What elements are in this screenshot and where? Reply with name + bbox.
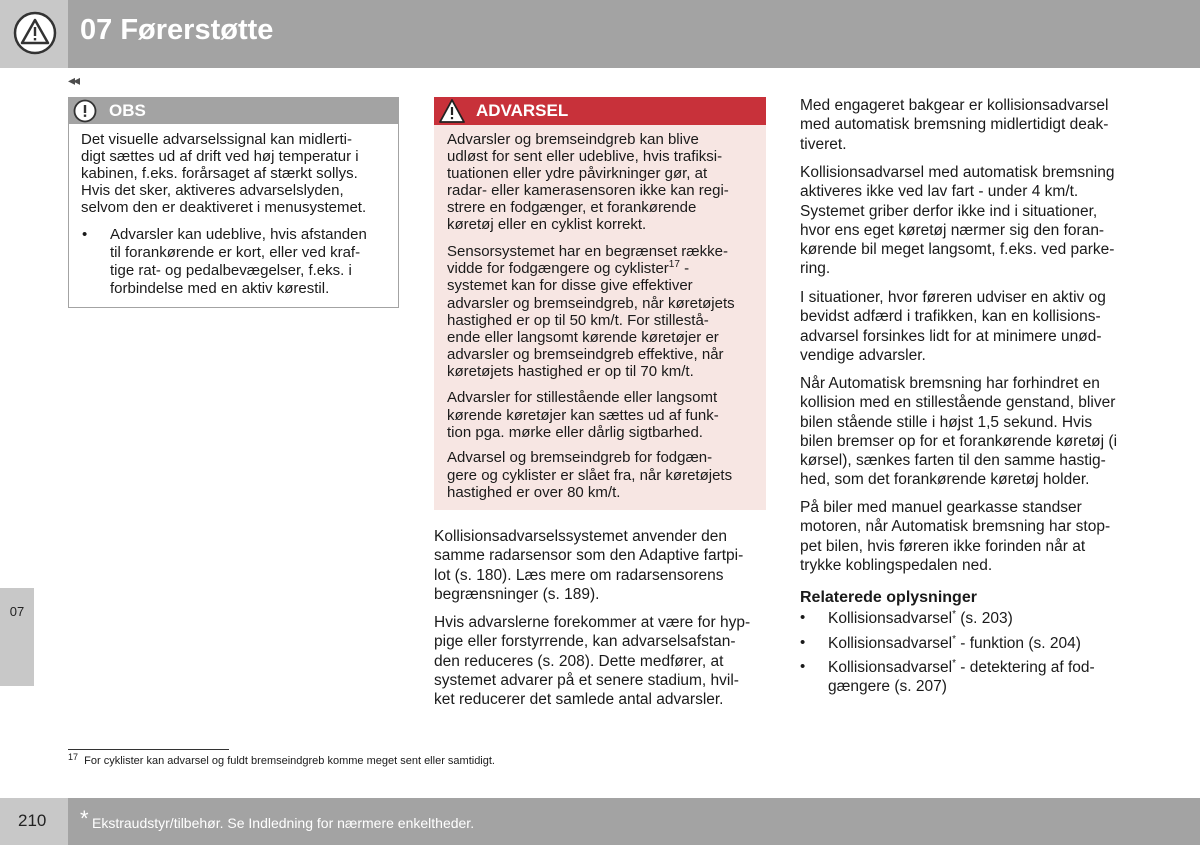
text-line: tion pga. mørke eller dårlig sigtbarhed. — [447, 424, 703, 441]
text-line: ket reducerer det samlede antal advarsler. — [434, 691, 724, 709]
text-line — [828, 609, 1013, 628]
chapter-tab-label: 07 — [9, 604, 25, 619]
text-line: hastighed er op til 50 km/t. For stillestå- — [447, 311, 709, 329]
text-line: advarsler og bremseindgreb, når køretøjets — [447, 294, 735, 312]
text-line: hastighed er over 80 km/t. — [447, 484, 621, 501]
text-line: kørende køretøjer kan sættes ud af funk- — [447, 406, 719, 424]
bullet-marker: • — [82, 226, 88, 243]
text-line: lot (s. 180). Læs mere om radarsensorens — [434, 566, 724, 584]
text-line: digt sættes ud af drift ved høj temperatur i — [81, 148, 359, 165]
text-line: med automatisk bremsning midlertidigt deak- — [800, 116, 1109, 134]
related-info-heading: Relaterede oplysninger — [800, 589, 977, 606]
text-line: pet bilen, hvis føreren ikke forinden når at — [800, 537, 1086, 555]
footnote — [68, 752, 495, 767]
body-paragraph — [434, 527, 743, 604]
link-text[interactable]: Kollisionsadvarsel — [828, 610, 953, 627]
text-line: den reduceres (s. 208). Dette medfører, at — [434, 652, 724, 670]
text-line: hvor ens eget køretøj nærmer sig den foran- — [800, 221, 1105, 239]
text-line: advarsler og bremseindgreb effektive, når — [447, 346, 724, 364]
text-line: Advarsler for stillestående eller langsomt — [447, 389, 718, 406]
text-span: - — [679, 260, 690, 278]
page-reference[interactable]: (s. 203) — [955, 610, 1013, 627]
page-reference[interactable]: - detektering af fod- — [955, 659, 1095, 676]
footnote-divider — [68, 749, 229, 750]
body-paragraph — [800, 96, 1108, 154]
body-paragraph — [800, 498, 1110, 575]
text-line: kørende bil meget langsomt, f.eks. ved parke- — [800, 241, 1115, 259]
text-line — [447, 260, 735, 277]
text-line: radar- eller kamerasensoren ikke kan regi- — [447, 182, 729, 199]
text-line: tige rat- og pedalbevægelser, f.eks. i — [110, 262, 352, 279]
text-span: vidde for fodgængere og cyklister — [447, 260, 669, 278]
warning-box — [434, 97, 766, 510]
text-line: kørsel), sænkes farten til den samme hastig- — [800, 452, 1106, 470]
warning-paragraph-2 — [447, 243, 735, 381]
footnote-number: 17 — [68, 752, 79, 762]
text-line: Hvis det sker, aktiveres advarselslyden, — [81, 182, 344, 199]
text-line: hed, som det forankørende køretøj holder. — [800, 471, 1090, 489]
obs-paragraph — [81, 131, 366, 216]
text-line: ring. — [800, 260, 831, 278]
text-line: selvom den er deaktiveret i menusystemet. — [81, 199, 367, 216]
obs-note-box — [68, 97, 399, 308]
body-paragraph — [800, 288, 1106, 365]
body-paragraph — [434, 613, 750, 709]
warning-paragraph-1 — [447, 131, 729, 233]
text-line: forbindelse med en aktiv kørestil. — [110, 280, 330, 297]
text-line: til forankørende er kort, eller ved kraf- — [110, 244, 361, 261]
text-line: pige eller forstyrrende, kan advarselsafstan- — [434, 633, 736, 651]
text-line: Advarsler kan udeblive, hvis afstanden — [110, 226, 367, 243]
text-line: Advarsel og bremseindgreb for fodgæn- — [447, 449, 713, 466]
obs-title: OBS — [109, 101, 146, 120]
optional-equipment-star: * — [952, 657, 956, 669]
text-line: udløst for sent eller udeblive, hvis trafiksi- — [447, 148, 723, 165]
text-line: aktiveres ikke ved lav fart - under 4 km/t. — [800, 183, 1079, 201]
text-line: Med engageret bakgear er kollisionsadvarsel — [800, 97, 1109, 114]
related-link[interactable] — [828, 658, 1095, 697]
footnote-reference: 17 — [668, 259, 680, 271]
chapter-title: 07 Førerstøtte — [80, 14, 274, 46]
optional-equipment-star: * — [952, 608, 956, 620]
text-line: Det visuelle advarselssignal kan midlerti- — [81, 131, 352, 148]
text-line: begrænsninger (s. 189). — [434, 585, 600, 603]
text-line: vendige advarsler. — [800, 346, 926, 364]
text-line — [828, 634, 1081, 653]
text-line: Kollisionsadvarsel med automatisk bremsning — [800, 164, 1115, 181]
related-link[interactable] — [828, 634, 1081, 653]
text-line — [828, 658, 1095, 677]
info-icon — [73, 99, 97, 123]
text-line: I situationer, hvor føreren udviser en aktiv og — [800, 289, 1106, 306]
text-line: samme radarsensor som den Adaptive fartpi- — [434, 547, 744, 565]
text-line: advarsel forsinkes lidt for at minimere unød- — [800, 327, 1102, 345]
footnote-text: For cyklister kan advarsel og fuldt bremseindgreb komme meget sent eller samtidigt. — [84, 755, 495, 767]
chapter-tab[interactable] — [0, 588, 34, 686]
text-line: Kollisionsadvarselssystemet anvender den — [434, 528, 727, 545]
text-line: kabinen, f.eks. forårsaget af stærkt sollys. — [81, 165, 358, 182]
text-line: bevidst adfærd i trafikken, kan en kollisions- — [800, 308, 1101, 326]
bullet-marker: • — [800, 658, 806, 675]
text-line: systemet advarer på et senere stadium, hvil- — [434, 671, 739, 689]
bullet-marker: • — [800, 609, 806, 626]
warning-title: ADVARSEL — [476, 101, 569, 120]
body-paragraph — [800, 374, 1117, 490]
link-text[interactable]: Kollisionsadvarsel — [828, 659, 953, 676]
body-paragraph — [800, 163, 1114, 279]
text-line: systemet kan for disse give effektiver — [447, 277, 693, 295]
text-line: køretøj eller en cyklist korrekt. — [447, 216, 647, 233]
page-number: 210 — [18, 811, 47, 830]
warning-triangle-icon — [13, 11, 57, 55]
text-line[interactable]: gængere (s. 207) — [828, 678, 947, 696]
text-line: Når Automatisk bremsning har forhindret en — [800, 375, 1100, 392]
text-line: trykke koblingspedalen ned. — [800, 556, 993, 574]
text-line: Advarsler og bremseindgreb kan blive — [447, 131, 699, 148]
back-navigation[interactable]: ◂◂ — [68, 72, 79, 88]
text-line: Hvis advarslerne forekommer at være for hyp- — [434, 614, 751, 631]
bullet-marker: • — [800, 634, 806, 651]
text-line: tuationen eller ydre påvirkninger gør, at — [447, 165, 708, 182]
text-line: kollision med en stillestående genstand, bliver — [800, 394, 1116, 412]
text-line: ende eller langsomt kørende køretøjer er — [447, 329, 719, 347]
warning-triangle-icon — [438, 98, 466, 124]
text-line: bilen bremser op for et forankørende køretøj (i — [800, 432, 1118, 450]
link-text[interactable]: Kollisionsadvarsel — [828, 635, 953, 652]
text-line: bilen stående stille i højst 1,5 sekund. Hvis — [800, 413, 1093, 431]
related-link[interactable] — [828, 609, 1013, 628]
obs-bullet-item — [110, 226, 367, 298]
warning-paragraph-3 — [447, 389, 719, 442]
text-line: tiveret. — [800, 135, 847, 153]
text-line: køretøjets hastighed er op til 70 km/t. — [447, 363, 694, 381]
text-line: motoren, når Automatisk bremsning har stop- — [800, 518, 1111, 536]
text-line: Sensorsystemet har en begrænset række- — [447, 243, 728, 260]
optional-equipment-star: * — [80, 806, 89, 831]
text-line: strere en fodgænger, et forankørende — [447, 199, 697, 216]
text-line: gere og cyklister er slået fra, når køretøjets — [447, 466, 733, 484]
page-reference[interactable]: - funktion (s. 204) — [955, 635, 1081, 652]
text-line: Systemet griber derfor ikke ind i situationer, — [800, 202, 1098, 220]
text-line: På biler med manuel gearkasse standser — [800, 499, 1082, 516]
footer-note: Ekstraudstyr/tilbehør. Se Indledning for nærmere enkeltheder. — [92, 815, 475, 831]
warning-paragraph-4 — [447, 449, 732, 502]
optional-equipment-star: * — [952, 633, 956, 645]
